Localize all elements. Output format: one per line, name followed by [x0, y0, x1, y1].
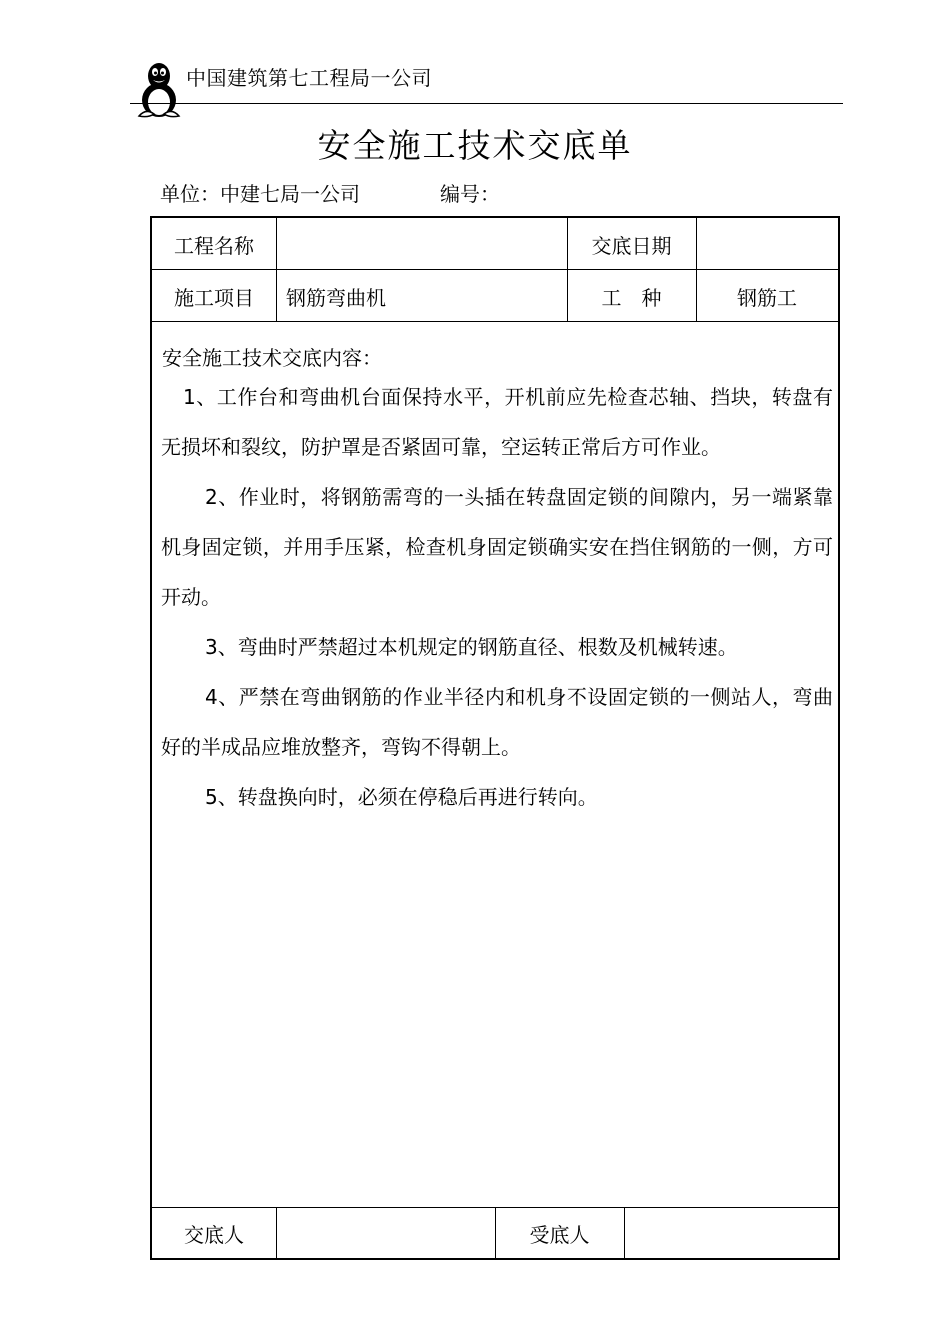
document-title: 安全施工技术交底单: [317, 126, 633, 165]
content-paragraph: 3、弯曲时严禁超过本机规定的钢筋直径、根数及机械转速。: [205, 635, 738, 659]
company-name: 中国建筑第七工程局一公司: [186, 66, 432, 90]
work-item-value: 钢筋弯曲机: [286, 285, 386, 310]
handover-person-label: 交底人: [184, 1222, 244, 1247]
project-name-field[interactable]: [276, 218, 567, 270]
content-paragraph: 5、转盘换向时，必须在停稳后再进行转向。: [205, 785, 598, 809]
briefing-content: [161, 372, 833, 822]
trade-label: 工 种: [601, 285, 662, 310]
penguin-logo-icon: [136, 58, 182, 120]
date-field[interactable]: [696, 218, 838, 270]
unit-label: 单位：中建七局一公司: [160, 182, 360, 206]
content-paragraph: 2、作业时，将钢筋需弯的一头插在转盘固定锁的间隙内，另一端紧靠机身固定锁，并用手压紧，检查机身固定锁确实安在挡住钢筋的一侧，方可开动。: [161, 485, 833, 609]
number-label: 编号：: [440, 182, 500, 206]
content-paragraph: 4、严禁在弯曲钢筋的作业半径内和机身不设固定锁的一侧站人，弯曲好的半成品应堆放整齐，弯钩不得朝上。: [161, 685, 833, 759]
briefing-form: [150, 216, 840, 1260]
handover-person-field[interactable]: [276, 1208, 495, 1258]
date-label: 交底日期: [591, 233, 672, 258]
work-item-label: 施工项目: [174, 285, 254, 310]
receiver-label: 受底人: [529, 1222, 590, 1247]
header-divider: [130, 103, 843, 104]
receiver-field[interactable]: [624, 1208, 838, 1258]
content-paragraph: 1、工作台和弯曲机台面保持水平，开机前应先检查芯轴、挡块，转盘有无损坏和裂纹，防护罩是否紧固可靠，空运转正常后方可作业。: [161, 385, 833, 459]
project-name-label: 工程名称: [174, 233, 254, 258]
trade-value: 钢筋工: [737, 285, 797, 310]
content-title: 安全施工技术交底内容：: [162, 346, 382, 370]
